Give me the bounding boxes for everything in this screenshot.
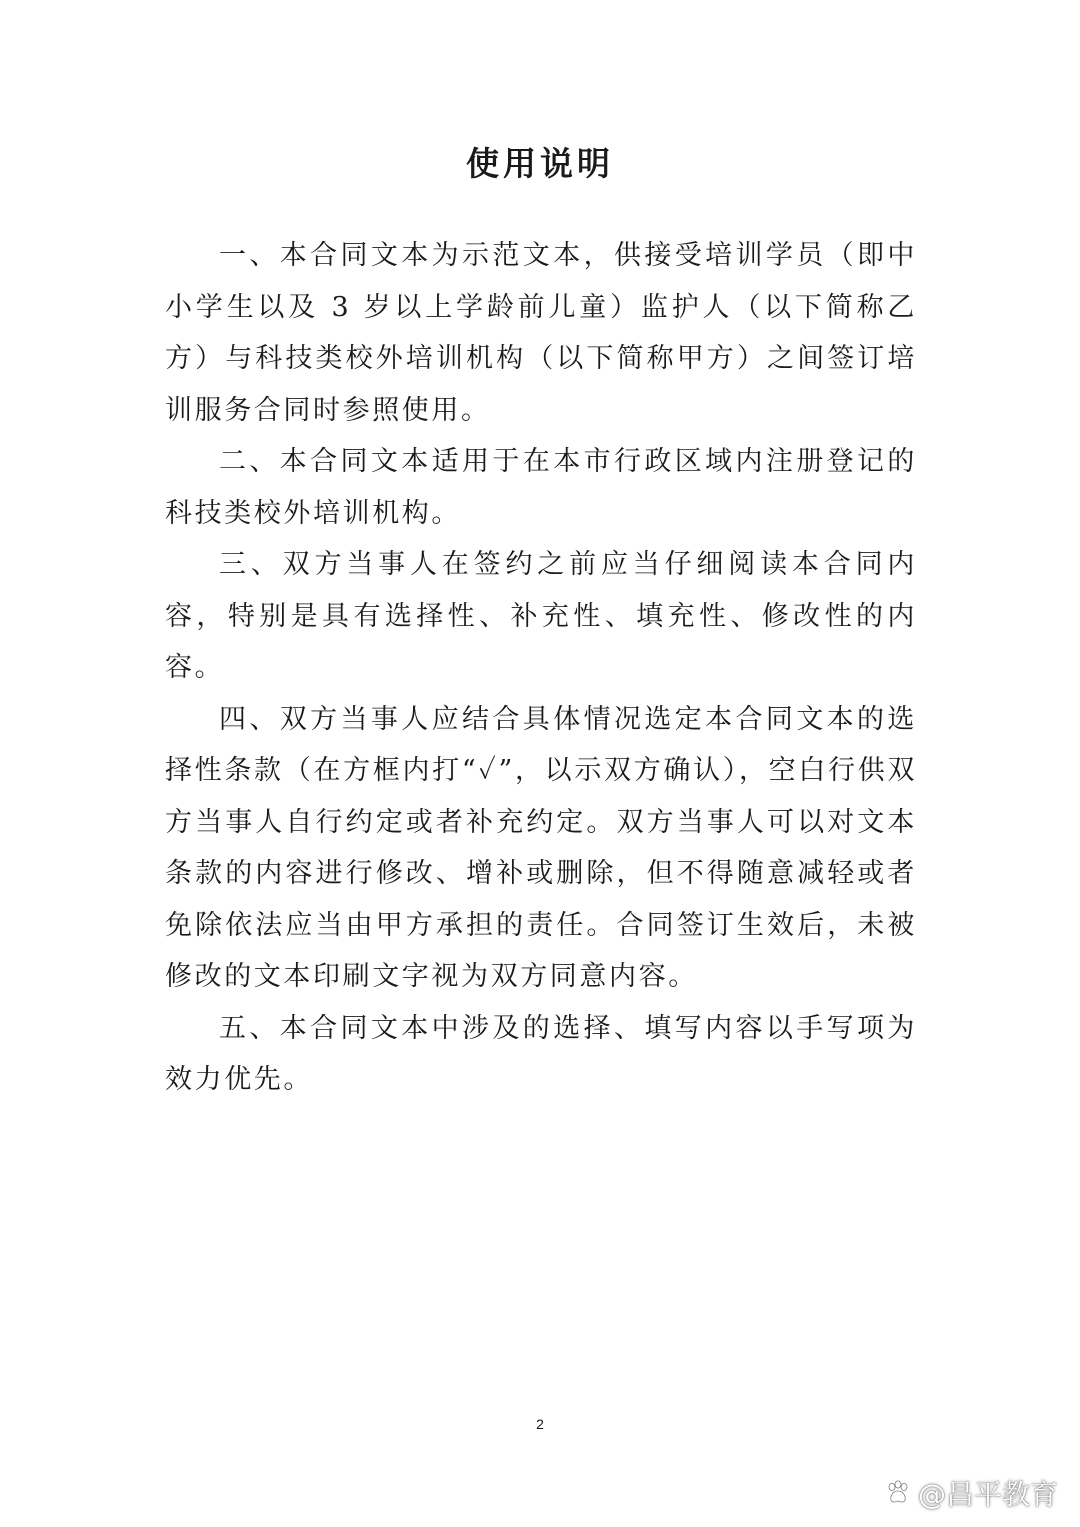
paragraph-1: 一、本合同文本为示范文本，供接受培训学员（即中小学生以及 3 岁以上学龄前儿童）监护人（以下简称乙方）与科技类校外培训机构（以下简称甲方）之间签订培训服务合同时参照使用。 [165,240,917,426]
paragraph-5: 五、本合同文本中涉及的选择、填写内容以手写项为效力优先。 [165,1012,917,1095]
page-title: 使用说明 [466,144,614,183]
paragraph-4: 四、双方当事人应结合具体情况选定本合同文本的选择性条款（在方框内打“✓”，以示双方确认），空白行供双方当事人自行约定或者补充约定。双方当事人可以对文本条款的内容进行修改、增补或删除，但不得随意减轻或者免除依法应当由甲方承担的责任。合同签订生效后，未被修改的文本印刷文字视为双方同意内容。 [165,703,917,992]
watermark [884,1473,1058,1513]
paragraph-3: 三、双方当事人在签约之前应当仔细阅读本合同内容，特别是具有选择性、补充性、填充性、修改性的内容。 [165,549,917,683]
page-number: 2 [536,1416,544,1432]
paw-logo-icon [884,1479,912,1507]
watermark-text: @昌平教育 [917,1478,1058,1511]
document-body [165,230,917,1106]
paragraph-2: 二、本合同文本适用于在本市行政区域内注册登记的科技类校外培训机构。 [165,446,917,529]
